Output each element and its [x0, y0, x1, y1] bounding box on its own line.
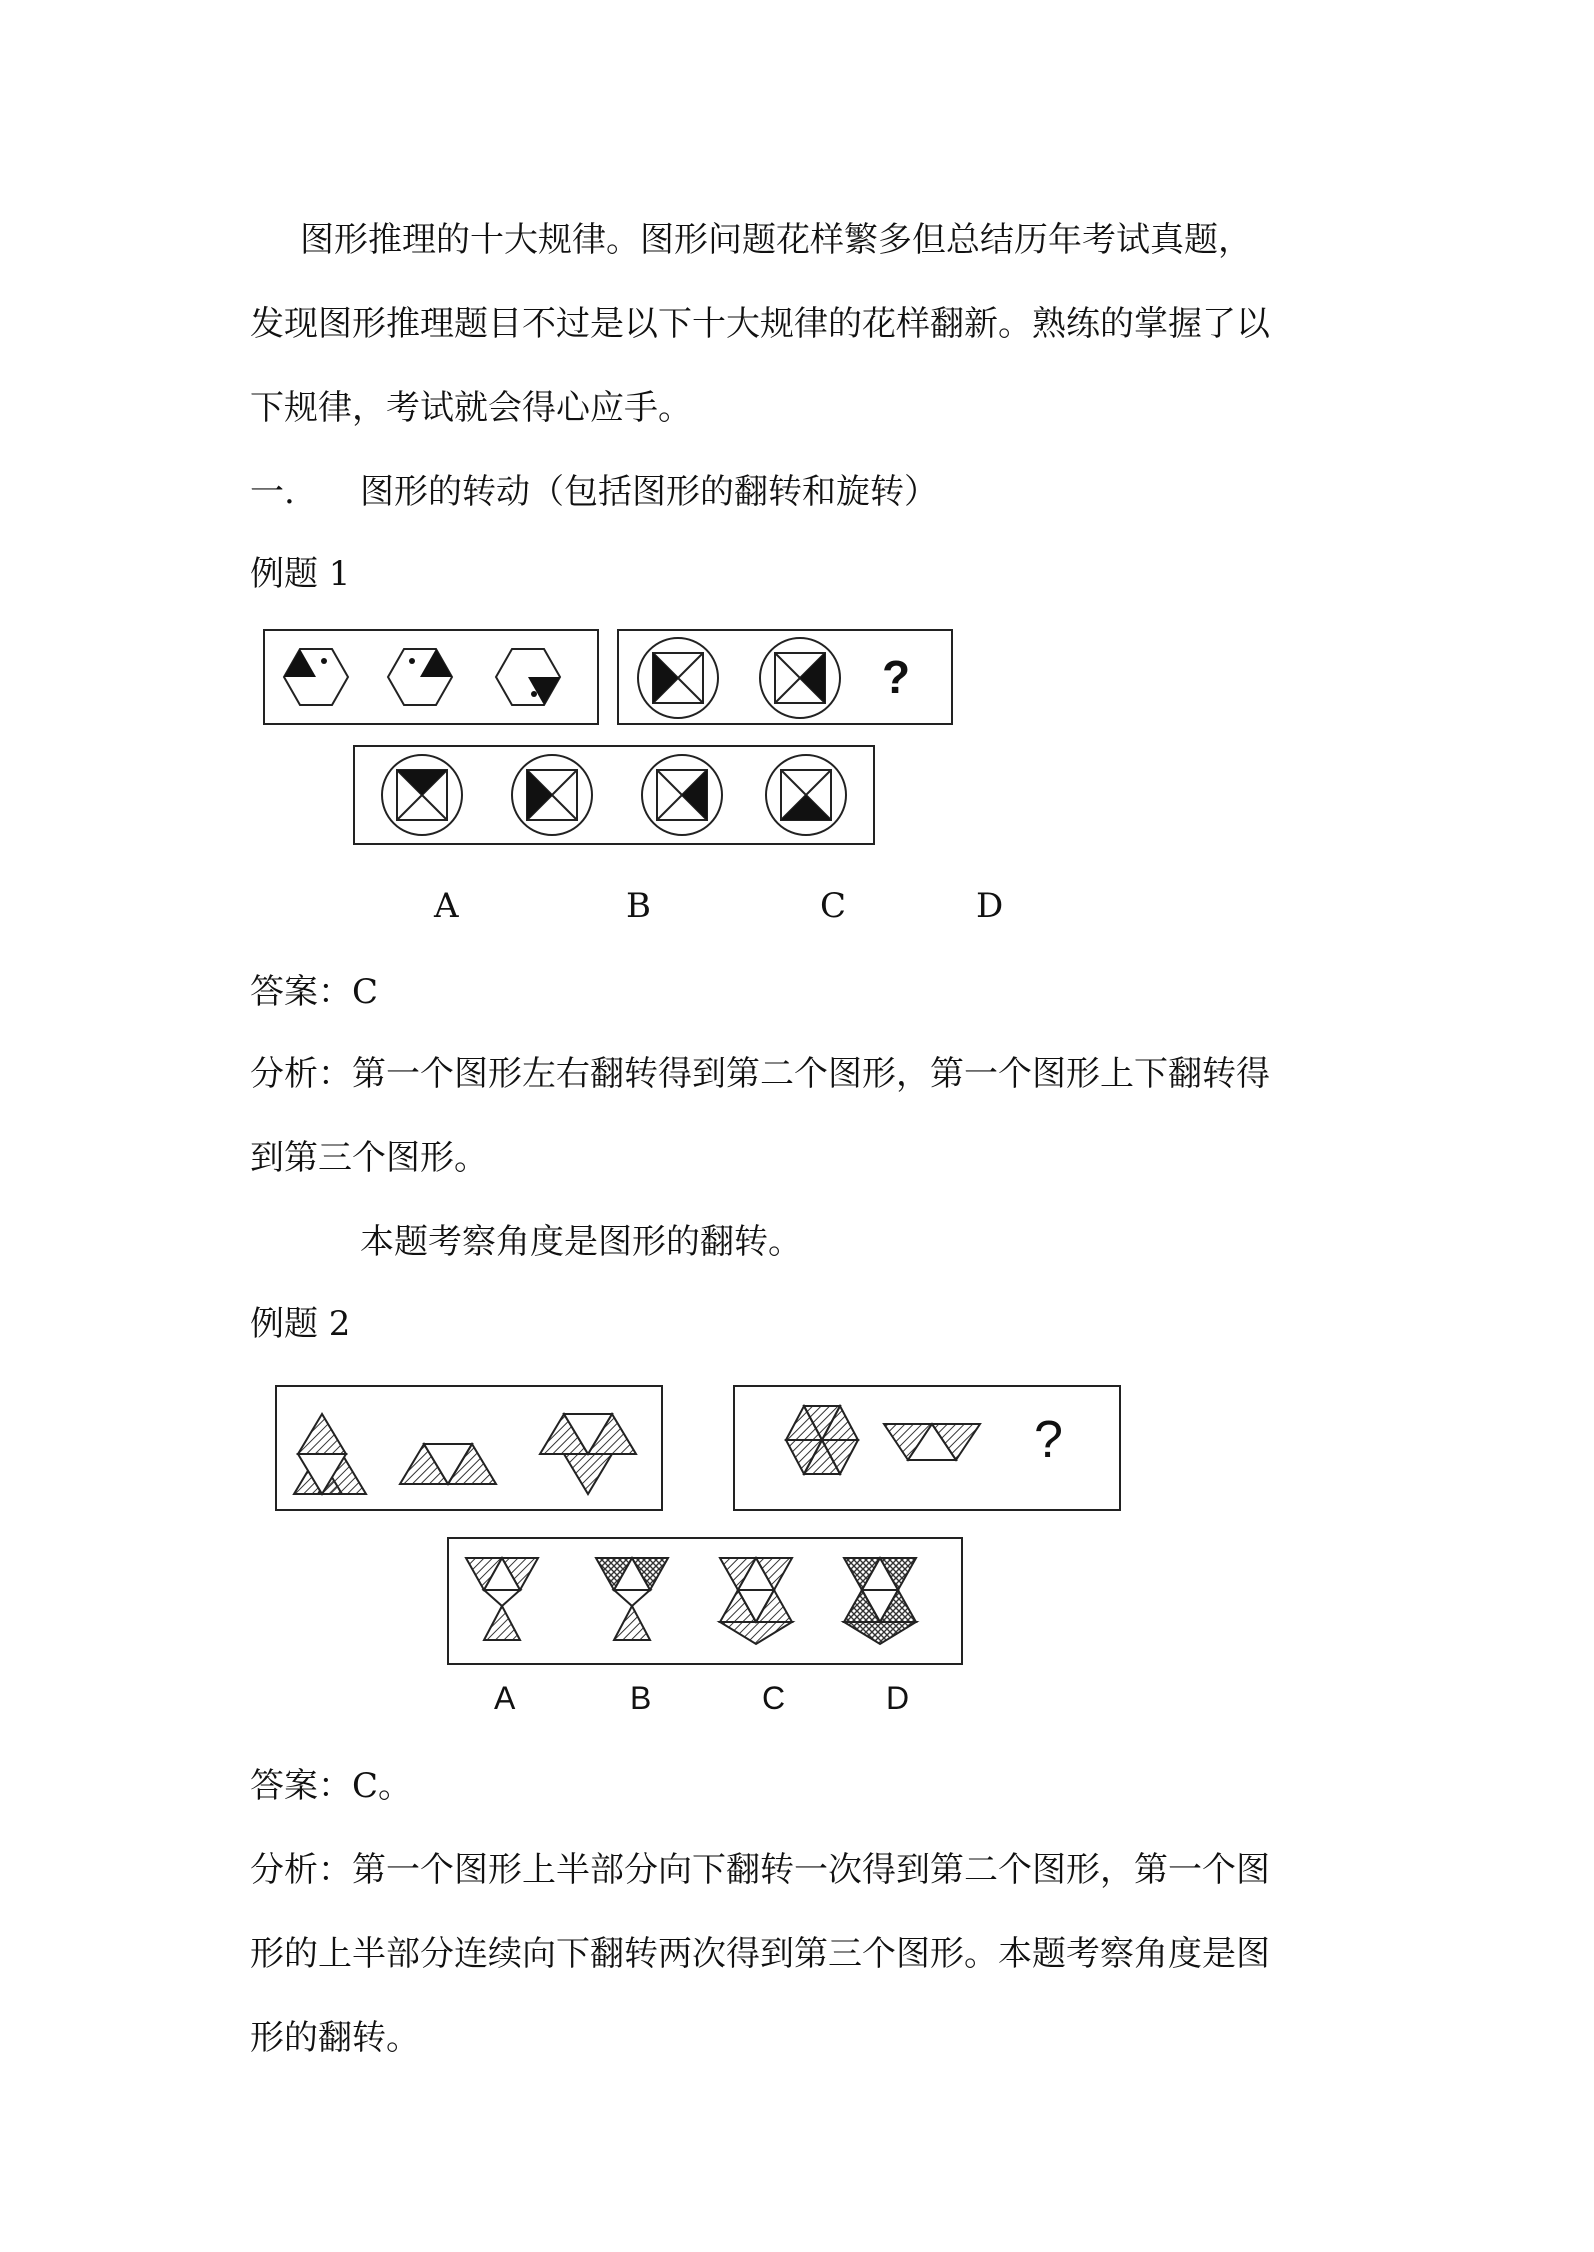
example2-answer: 答案：C。: [250, 1766, 413, 1806]
example1-answer: 答案：C: [250, 972, 379, 1012]
example1-option-a-label: A: [434, 886, 459, 926]
example2-analysis-line-1: 分析：第一个图形上半部分向下翻转一次得到第二个图形，第一个图: [250, 1850, 1270, 1890]
example2-option-a-label: A: [494, 1680, 516, 1716]
example1-option-c-label: C: [820, 886, 847, 926]
example2-analysis-line-3: 形的翻转。: [250, 2018, 420, 2058]
example1-question-figure: [262, 628, 962, 728]
example2-options-figure: [446, 1536, 966, 1668]
section-title: 图形的转动（包括图形的翻转和旋转）: [360, 472, 938, 512]
example2-analysis-line-2: 形的上半部分连续向下翻转两次得到第三个图形。本题考察角度是图: [250, 1934, 1270, 1974]
example1-options-figure: [352, 744, 876, 848]
example2-question-mark: ?: [1034, 1411, 1063, 1469]
intro-line-2: 发现图形推理题目不过是以下十大规律的花样翻新。熟练的掌握了以: [250, 304, 1270, 344]
example2-title: 例题 2: [250, 1304, 351, 1344]
example2-option-d-label: D: [886, 1680, 910, 1716]
example1-analysis-line-1: 分析：第一个图形左右翻转得到第二个图形，第一个图形上下翻转得: [250, 1054, 1270, 1094]
intro-line-1: 图形推理的十大规律。图形问题花样繁多但总结历年考试真题，: [300, 220, 1252, 260]
example1-option-b-label: B: [626, 886, 651, 926]
example1-option-d-label: D: [976, 886, 1004, 926]
intro-line-3: 下规律，考试就会得心应手。: [250, 388, 692, 428]
example1-title: 例题 1: [250, 554, 351, 594]
hexagon-series: [264, 630, 598, 724]
example1-note: 本题考察角度是图形的翻转。: [360, 1222, 802, 1262]
example1-question-mark: ?: [882, 651, 911, 703]
section-number: 一.: [250, 472, 295, 512]
triangle-series: [276, 1386, 662, 1510]
example2-option-c-label: C: [762, 1680, 786, 1716]
example2-question-figure: [274, 1384, 1124, 1514]
example2-option-b-label: B: [630, 1680, 652, 1716]
example1-analysis-line-2: 到第三个图形。: [250, 1138, 488, 1178]
